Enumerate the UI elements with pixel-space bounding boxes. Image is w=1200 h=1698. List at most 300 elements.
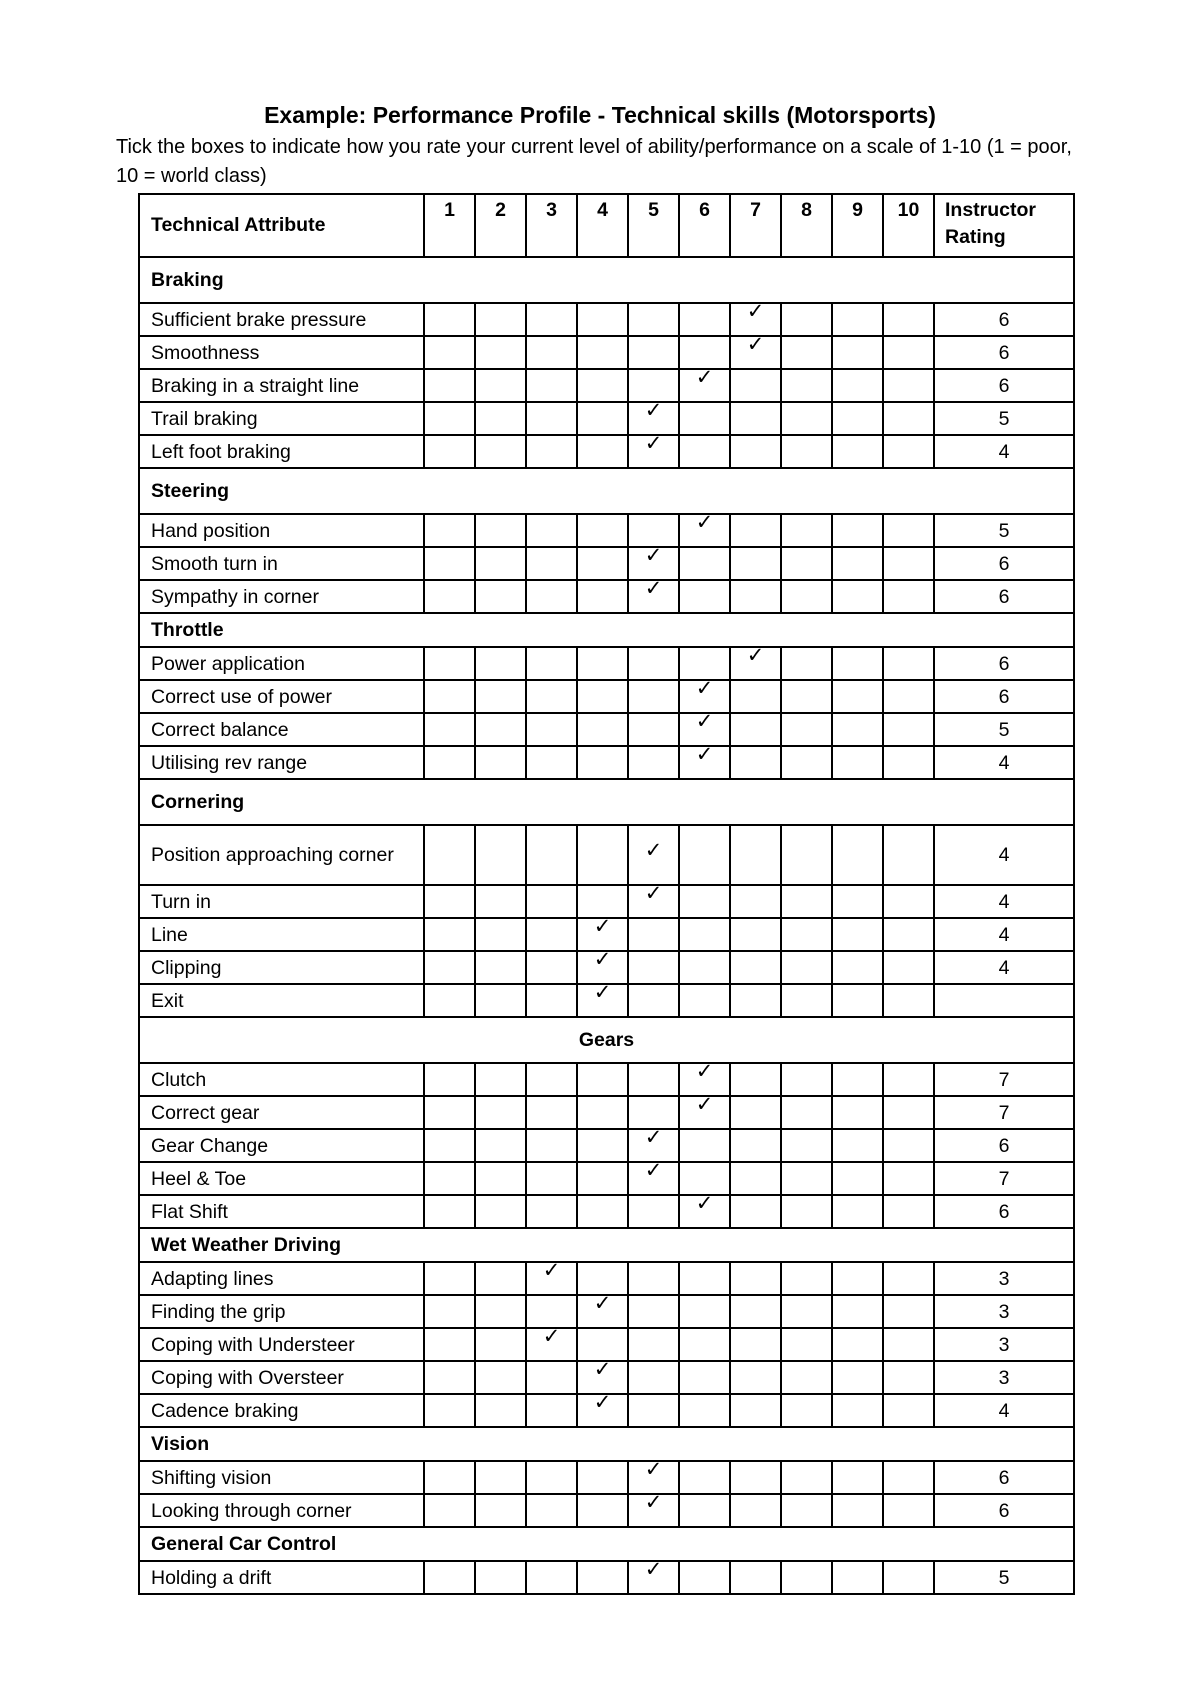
- score-box-8[interactable]: [781, 1195, 832, 1228]
- score-box-9[interactable]: [832, 1561, 883, 1594]
- score-box-1[interactable]: [424, 1328, 475, 1361]
- score-box-5[interactable]: [628, 1328, 679, 1361]
- score-box-6[interactable]: [679, 1192, 730, 1228]
- score-box-3[interactable]: [526, 825, 577, 885]
- score-box-7[interactable]: [730, 1195, 781, 1228]
- score-box-4[interactable]: [577, 647, 628, 680]
- score-box-6[interactable]: [679, 743, 730, 779]
- score-box-1[interactable]: [424, 1096, 475, 1129]
- score-box-5[interactable]: [628, 432, 679, 468]
- score-box-9[interactable]: [832, 1195, 883, 1228]
- score-box-6[interactable]: [679, 580, 730, 613]
- score-box-2[interactable]: [475, 1295, 526, 1328]
- score-box-7[interactable]: [730, 333, 781, 369]
- score-box-4[interactable]: [577, 303, 628, 336]
- score-box-10[interactable]: [883, 1129, 934, 1162]
- score-box-5[interactable]: [628, 882, 679, 918]
- score-box-6[interactable]: [679, 366, 730, 402]
- score-box-6[interactable]: [679, 918, 730, 951]
- score-box-2[interactable]: [475, 1096, 526, 1129]
- score-box-9[interactable]: [832, 1494, 883, 1527]
- score-box-2[interactable]: [475, 1561, 526, 1594]
- score-box-7[interactable]: [730, 951, 781, 984]
- score-box-4[interactable]: [577, 435, 628, 468]
- score-box-8[interactable]: [781, 1494, 832, 1527]
- score-box-5[interactable]: [628, 1063, 679, 1096]
- score-box-1[interactable]: [424, 435, 475, 468]
- score-box-4[interactable]: [577, 1391, 628, 1427]
- score-box-8[interactable]: [781, 825, 832, 885]
- score-box-7[interactable]: [730, 1129, 781, 1162]
- score-box-1[interactable]: [424, 336, 475, 369]
- score-box-6[interactable]: [679, 336, 730, 369]
- score-box-2[interactable]: [475, 402, 526, 435]
- score-box-4[interactable]: [577, 1461, 628, 1494]
- score-box-4[interactable]: [577, 1129, 628, 1162]
- score-box-3[interactable]: [526, 918, 577, 951]
- score-box-3[interactable]: [526, 746, 577, 779]
- score-box-8[interactable]: [781, 647, 832, 680]
- score-box-8[interactable]: [781, 402, 832, 435]
- score-box-4[interactable]: [577, 580, 628, 613]
- score-box-6[interactable]: [679, 1494, 730, 1527]
- score-box-6[interactable]: [679, 1262, 730, 1295]
- score-box-3[interactable]: [526, 1162, 577, 1195]
- score-box-5[interactable]: [628, 1491, 679, 1527]
- score-box-7[interactable]: [730, 435, 781, 468]
- score-box-1[interactable]: [424, 680, 475, 713]
- score-box-3[interactable]: [526, 713, 577, 746]
- score-box-1[interactable]: [424, 984, 475, 1017]
- score-box-2[interactable]: [475, 1129, 526, 1162]
- score-box-5[interactable]: [628, 577, 679, 613]
- score-box-4[interactable]: [577, 336, 628, 369]
- score-box-7[interactable]: [730, 514, 781, 547]
- score-box-3[interactable]: [526, 951, 577, 984]
- score-box-3[interactable]: [526, 580, 577, 613]
- score-box-10[interactable]: [883, 1295, 934, 1328]
- score-box-7[interactable]: [730, 1361, 781, 1394]
- score-box-6[interactable]: [679, 1093, 730, 1129]
- score-box-6[interactable]: [679, 1361, 730, 1394]
- score-box-5[interactable]: [628, 1361, 679, 1394]
- score-box-7[interactable]: [730, 885, 781, 918]
- score-box-4[interactable]: [577, 1292, 628, 1328]
- score-box-9[interactable]: [832, 1361, 883, 1394]
- score-box-3[interactable]: [526, 1561, 577, 1594]
- score-box-10[interactable]: [883, 369, 934, 402]
- score-box-5[interactable]: [628, 1195, 679, 1228]
- score-box-9[interactable]: [832, 547, 883, 580]
- score-box-6[interactable]: [679, 303, 730, 336]
- score-box-3[interactable]: [526, 885, 577, 918]
- score-box-6[interactable]: [679, 1295, 730, 1328]
- score-box-10[interactable]: [883, 984, 934, 1017]
- score-box-9[interactable]: [832, 1063, 883, 1096]
- score-box-8[interactable]: [781, 1461, 832, 1494]
- score-box-1[interactable]: [424, 547, 475, 580]
- score-box-7[interactable]: [730, 1295, 781, 1328]
- score-box-7[interactable]: [730, 1328, 781, 1361]
- score-box-8[interactable]: [781, 984, 832, 1017]
- score-box-8[interactable]: [781, 1262, 832, 1295]
- score-box-2[interactable]: [475, 1461, 526, 1494]
- score-box-9[interactable]: [832, 369, 883, 402]
- score-box-4[interactable]: [577, 402, 628, 435]
- score-box-5[interactable]: [628, 1159, 679, 1195]
- score-box-1[interactable]: [424, 369, 475, 402]
- score-box-1[interactable]: [424, 951, 475, 984]
- score-box-4[interactable]: [577, 1162, 628, 1195]
- score-box-8[interactable]: [781, 435, 832, 468]
- score-box-7[interactable]: [730, 1162, 781, 1195]
- score-box-10[interactable]: [883, 580, 934, 613]
- score-box-6[interactable]: [679, 825, 730, 885]
- score-box-10[interactable]: [883, 1561, 934, 1594]
- score-box-6[interactable]: [679, 435, 730, 468]
- score-box-1[interactable]: [424, 918, 475, 951]
- score-box-2[interactable]: [475, 885, 526, 918]
- score-box-4[interactable]: [577, 1561, 628, 1594]
- score-box-10[interactable]: [883, 1063, 934, 1096]
- score-box-2[interactable]: [475, 1494, 526, 1527]
- score-box-4[interactable]: [577, 1328, 628, 1361]
- score-box-7[interactable]: [730, 746, 781, 779]
- score-box-8[interactable]: [781, 303, 832, 336]
- score-box-3[interactable]: [526, 1494, 577, 1527]
- score-box-10[interactable]: [883, 1328, 934, 1361]
- score-box-10[interactable]: [883, 1162, 934, 1195]
- score-box-6[interactable]: [679, 1129, 730, 1162]
- score-box-5[interactable]: [628, 1096, 679, 1129]
- score-box-10[interactable]: [883, 746, 934, 779]
- score-box-10[interactable]: [883, 713, 934, 746]
- score-box-5[interactable]: [628, 514, 679, 547]
- score-box-3[interactable]: [526, 1361, 577, 1394]
- score-box-8[interactable]: [781, 580, 832, 613]
- score-box-10[interactable]: [883, 680, 934, 713]
- score-box-2[interactable]: [475, 1262, 526, 1295]
- score-box-1[interactable]: [424, 580, 475, 613]
- score-box-7[interactable]: [730, 1262, 781, 1295]
- score-box-4[interactable]: [577, 746, 628, 779]
- score-box-7[interactable]: [730, 1561, 781, 1594]
- score-box-4[interactable]: [577, 547, 628, 580]
- score-box-9[interactable]: [832, 514, 883, 547]
- score-box-5[interactable]: [628, 1558, 679, 1594]
- score-box-8[interactable]: [781, 1096, 832, 1129]
- score-box-6[interactable]: [679, 511, 730, 547]
- score-box-7[interactable]: [730, 680, 781, 713]
- score-box-3[interactable]: [526, 1259, 577, 1295]
- score-box-9[interactable]: [832, 885, 883, 918]
- score-box-8[interactable]: [781, 713, 832, 746]
- score-box-4[interactable]: [577, 713, 628, 746]
- score-box-4[interactable]: [577, 981, 628, 1017]
- score-box-6[interactable]: [679, 1461, 730, 1494]
- score-box-8[interactable]: [781, 336, 832, 369]
- score-box-9[interactable]: [832, 1162, 883, 1195]
- score-box-2[interactable]: [475, 680, 526, 713]
- score-box-7[interactable]: [730, 713, 781, 746]
- score-box-1[interactable]: [424, 746, 475, 779]
- score-box-1[interactable]: [424, 885, 475, 918]
- score-box-8[interactable]: [781, 514, 832, 547]
- score-box-6[interactable]: [679, 1060, 730, 1096]
- score-box-9[interactable]: [832, 336, 883, 369]
- score-box-5[interactable]: [628, 1126, 679, 1162]
- score-box-9[interactable]: [832, 918, 883, 951]
- score-box-8[interactable]: [781, 1394, 832, 1427]
- score-box-4[interactable]: [577, 1195, 628, 1228]
- score-box-10[interactable]: [883, 1262, 934, 1295]
- score-box-1[interactable]: [424, 1361, 475, 1394]
- score-box-10[interactable]: [883, 647, 934, 680]
- score-box-8[interactable]: [781, 1063, 832, 1096]
- score-box-2[interactable]: [475, 713, 526, 746]
- score-box-5[interactable]: [628, 1295, 679, 1328]
- score-box-4[interactable]: [577, 1494, 628, 1527]
- score-box-1[interactable]: [424, 1394, 475, 1427]
- score-box-7[interactable]: [730, 300, 781, 336]
- score-box-8[interactable]: [781, 918, 832, 951]
- score-box-4[interactable]: [577, 885, 628, 918]
- score-box-9[interactable]: [832, 746, 883, 779]
- score-box-1[interactable]: [424, 402, 475, 435]
- score-box-10[interactable]: [883, 885, 934, 918]
- score-box-5[interactable]: [628, 825, 679, 885]
- score-box-10[interactable]: [883, 1461, 934, 1494]
- score-box-7[interactable]: [730, 1394, 781, 1427]
- score-box-1[interactable]: [424, 1129, 475, 1162]
- score-box-8[interactable]: [781, 1561, 832, 1594]
- score-box-8[interactable]: [781, 1129, 832, 1162]
- score-box-2[interactable]: [475, 918, 526, 951]
- score-box-9[interactable]: [832, 1262, 883, 1295]
- score-box-8[interactable]: [781, 885, 832, 918]
- score-box-2[interactable]: [475, 984, 526, 1017]
- score-box-10[interactable]: [883, 918, 934, 951]
- score-box-8[interactable]: [781, 746, 832, 779]
- score-box-6[interactable]: [679, 1394, 730, 1427]
- score-box-2[interactable]: [475, 746, 526, 779]
- score-box-6[interactable]: [679, 677, 730, 713]
- score-box-5[interactable]: [628, 1262, 679, 1295]
- score-box-3[interactable]: [526, 647, 577, 680]
- score-box-8[interactable]: [781, 547, 832, 580]
- score-box-8[interactable]: [781, 369, 832, 402]
- score-box-3[interactable]: [526, 303, 577, 336]
- score-box-6[interactable]: [679, 402, 730, 435]
- score-box-6[interactable]: [679, 984, 730, 1017]
- score-box-6[interactable]: [679, 647, 730, 680]
- score-box-9[interactable]: [832, 1394, 883, 1427]
- score-box-9[interactable]: [832, 825, 883, 885]
- score-box-2[interactable]: [475, 951, 526, 984]
- score-box-3[interactable]: [526, 547, 577, 580]
- score-box-2[interactable]: [475, 1361, 526, 1394]
- score-box-3[interactable]: [526, 1129, 577, 1162]
- score-box-6[interactable]: [679, 951, 730, 984]
- score-box-3[interactable]: [526, 514, 577, 547]
- score-box-10[interactable]: [883, 951, 934, 984]
- score-box-1[interactable]: [424, 1494, 475, 1527]
- score-box-8[interactable]: [781, 1361, 832, 1394]
- score-box-4[interactable]: [577, 1358, 628, 1394]
- score-box-3[interactable]: [526, 1461, 577, 1494]
- score-box-4[interactable]: [577, 915, 628, 951]
- score-box-2[interactable]: [475, 435, 526, 468]
- score-box-1[interactable]: [424, 1295, 475, 1328]
- score-box-2[interactable]: [475, 336, 526, 369]
- score-box-2[interactable]: [475, 647, 526, 680]
- score-box-5[interactable]: [628, 647, 679, 680]
- score-box-1[interactable]: [424, 1063, 475, 1096]
- score-box-1[interactable]: [424, 713, 475, 746]
- score-box-3[interactable]: [526, 1325, 577, 1361]
- score-box-10[interactable]: [883, 1494, 934, 1527]
- score-box-7[interactable]: [730, 984, 781, 1017]
- score-box-2[interactable]: [475, 825, 526, 885]
- score-box-2[interactable]: [475, 303, 526, 336]
- score-box-9[interactable]: [832, 951, 883, 984]
- score-box-10[interactable]: [883, 514, 934, 547]
- score-box-1[interactable]: [424, 514, 475, 547]
- score-box-1[interactable]: [424, 647, 475, 680]
- score-box-8[interactable]: [781, 680, 832, 713]
- score-box-9[interactable]: [832, 680, 883, 713]
- score-box-1[interactable]: [424, 1162, 475, 1195]
- score-box-8[interactable]: [781, 951, 832, 984]
- score-box-5[interactable]: [628, 1394, 679, 1427]
- score-box-10[interactable]: [883, 1394, 934, 1427]
- score-box-6[interactable]: [679, 1328, 730, 1361]
- score-box-2[interactable]: [475, 1063, 526, 1096]
- score-box-3[interactable]: [526, 1096, 577, 1129]
- score-box-1[interactable]: [424, 825, 475, 885]
- score-box-5[interactable]: [628, 303, 679, 336]
- score-box-3[interactable]: [526, 680, 577, 713]
- score-box-9[interactable]: [832, 1328, 883, 1361]
- score-box-5[interactable]: [628, 369, 679, 402]
- score-box-2[interactable]: [475, 514, 526, 547]
- score-box-6[interactable]: [679, 1561, 730, 1594]
- score-box-1[interactable]: [424, 1262, 475, 1295]
- score-box-3[interactable]: [526, 1195, 577, 1228]
- score-box-1[interactable]: [424, 1461, 475, 1494]
- score-box-5[interactable]: [628, 984, 679, 1017]
- score-box-9[interactable]: [832, 303, 883, 336]
- score-box-4[interactable]: [577, 1063, 628, 1096]
- score-box-5[interactable]: [628, 918, 679, 951]
- score-box-5[interactable]: [628, 713, 679, 746]
- score-box-9[interactable]: [832, 1295, 883, 1328]
- score-box-9[interactable]: [832, 1129, 883, 1162]
- score-box-3[interactable]: [526, 435, 577, 468]
- score-box-10[interactable]: [883, 402, 934, 435]
- score-box-10[interactable]: [883, 825, 934, 885]
- score-box-7[interactable]: [730, 1096, 781, 1129]
- score-box-10[interactable]: [883, 547, 934, 580]
- score-box-10[interactable]: [883, 1361, 934, 1394]
- score-box-3[interactable]: [526, 984, 577, 1017]
- score-box-4[interactable]: [577, 1262, 628, 1295]
- score-box-2[interactable]: [475, 1394, 526, 1427]
- score-box-5[interactable]: [628, 399, 679, 435]
- score-box-6[interactable]: [679, 710, 730, 746]
- score-box-9[interactable]: [832, 402, 883, 435]
- score-box-3[interactable]: [526, 402, 577, 435]
- score-box-4[interactable]: [577, 680, 628, 713]
- score-box-9[interactable]: [832, 1461, 883, 1494]
- score-box-6[interactable]: [679, 547, 730, 580]
- score-box-10[interactable]: [883, 336, 934, 369]
- score-box-7[interactable]: [730, 1494, 781, 1527]
- score-box-10[interactable]: [883, 1096, 934, 1129]
- score-box-7[interactable]: [730, 402, 781, 435]
- score-box-3[interactable]: [526, 1063, 577, 1096]
- score-box-7[interactable]: [730, 580, 781, 613]
- score-box-9[interactable]: [832, 435, 883, 468]
- score-box-8[interactable]: [781, 1295, 832, 1328]
- score-box-5[interactable]: [628, 336, 679, 369]
- score-box-2[interactable]: [475, 1195, 526, 1228]
- score-box-1[interactable]: [424, 303, 475, 336]
- score-box-8[interactable]: [781, 1328, 832, 1361]
- score-box-7[interactable]: [730, 918, 781, 951]
- score-box-8[interactable]: [781, 1162, 832, 1195]
- score-box-5[interactable]: [628, 951, 679, 984]
- score-box-10[interactable]: [883, 303, 934, 336]
- score-box-3[interactable]: [526, 1394, 577, 1427]
- score-box-5[interactable]: [628, 544, 679, 580]
- score-box-2[interactable]: [475, 580, 526, 613]
- score-box-3[interactable]: [526, 1295, 577, 1328]
- score-box-4[interactable]: [577, 1096, 628, 1129]
- score-box-7[interactable]: [730, 547, 781, 580]
- score-box-7[interactable]: [730, 644, 781, 680]
- score-box-2[interactable]: [475, 547, 526, 580]
- score-box-6[interactable]: [679, 885, 730, 918]
- score-box-4[interactable]: [577, 514, 628, 547]
- score-box-4[interactable]: [577, 825, 628, 885]
- score-box-7[interactable]: [730, 1461, 781, 1494]
- score-box-9[interactable]: [832, 984, 883, 1017]
- score-box-4[interactable]: [577, 948, 628, 984]
- score-box-5[interactable]: [628, 746, 679, 779]
- score-box-9[interactable]: [832, 1096, 883, 1129]
- score-box-6[interactable]: [679, 1162, 730, 1195]
- score-box-1[interactable]: [424, 1561, 475, 1594]
- score-box-3[interactable]: [526, 369, 577, 402]
- score-box-9[interactable]: [832, 580, 883, 613]
- score-box-9[interactable]: [832, 713, 883, 746]
- score-box-7[interactable]: [730, 1063, 781, 1096]
- score-box-5[interactable]: [628, 680, 679, 713]
- score-box-2[interactable]: [475, 1328, 526, 1361]
- score-box-9[interactable]: [832, 647, 883, 680]
- score-box-3[interactable]: [526, 336, 577, 369]
- score-box-10[interactable]: [883, 1195, 934, 1228]
- score-box-2[interactable]: [475, 1162, 526, 1195]
- score-box-5[interactable]: [628, 1458, 679, 1494]
- score-box-1[interactable]: [424, 1195, 475, 1228]
- score-box-7[interactable]: [730, 825, 781, 885]
- score-box-4[interactable]: [577, 369, 628, 402]
- score-box-10[interactable]: [883, 435, 934, 468]
- score-box-7[interactable]: [730, 369, 781, 402]
- score-box-2[interactable]: [475, 369, 526, 402]
